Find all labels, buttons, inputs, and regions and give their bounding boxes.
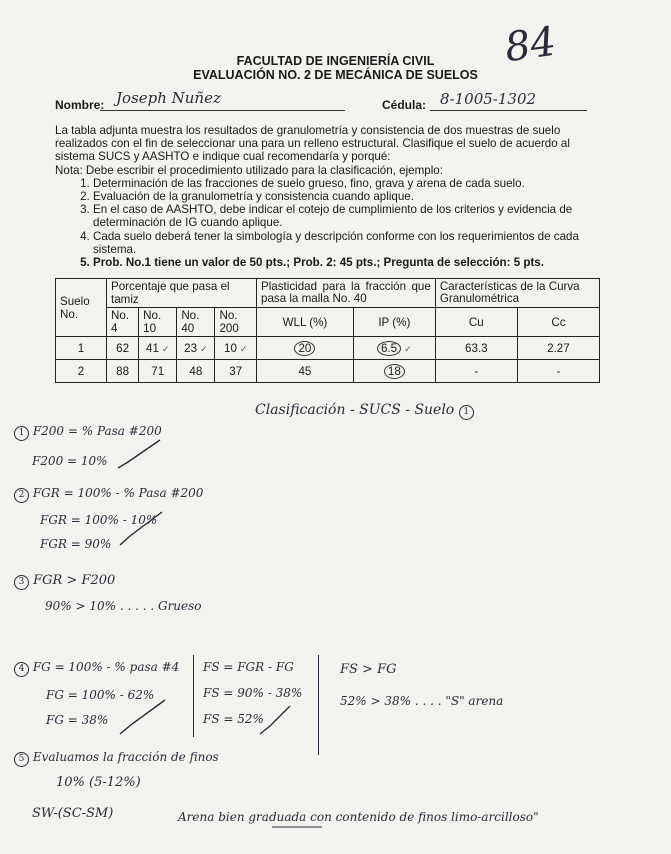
step5-symbol: SW-(SC-SM) xyxy=(32,806,114,821)
circled-number: 2 xyxy=(14,488,29,503)
header-porcentaje: Porcentaje que pasa el tamiz xyxy=(107,279,257,308)
check-mark-icon xyxy=(260,706,290,734)
col-no10: No. 10 xyxy=(139,308,177,337)
cell: 88 xyxy=(107,360,139,383)
step-item: 1. Determinación de las fracciones de suelo grueso, fino, grava y arena de cada suelo. xyxy=(93,177,605,190)
check-mark-icon xyxy=(120,512,162,545)
cell: 71 xyxy=(139,360,177,383)
step4-compare-line2: 52% > 38% . . . . "S" arena xyxy=(340,694,504,708)
step-item: 3. En el caso de AASHTO, debe indicar el cotejo de cumplimiento de los criterios y evidencia de determinación de IG cuando aplique. xyxy=(93,203,605,229)
step-item-scoring: 5. Prob. No.1 tiene un valor de 50 pts.; Prob. 2: 45 pts.; Pregunta de selección: 5 pts. xyxy=(93,256,605,269)
step4-line3: FG = 38% xyxy=(46,713,109,727)
step5-line2: 10% (5-12%) xyxy=(56,775,141,790)
header-suelo: Suelo No. xyxy=(56,279,107,337)
cell: 48 xyxy=(177,360,215,383)
circled-number: 4 xyxy=(14,662,29,677)
step4-compare-line1: FS > FG xyxy=(340,662,397,677)
step5-text: Evaluamos la fracción de finos xyxy=(32,750,219,764)
step2-line2: FGR = 100% - 10% xyxy=(40,513,158,527)
cedula-label: Cédula: xyxy=(382,98,427,112)
cell: 1 xyxy=(56,337,107,360)
faculty-title: FACULTAD DE INGENIERÍA CIVIL xyxy=(236,54,435,68)
step4-fs-line3: FS = 52% xyxy=(203,712,264,726)
cell: 45 xyxy=(257,360,354,383)
col-cu: Cu xyxy=(435,308,517,337)
grade-mark: 84 xyxy=(502,18,559,72)
nombre-value: Joseph Nuñez xyxy=(116,89,221,107)
step1-text: F200 = % Pasa #200 xyxy=(32,424,162,438)
circled-number: 5 xyxy=(14,752,29,767)
step4-text: FG = 100% - % pasa #4 xyxy=(32,660,180,674)
step4-fs-line2: FS = 90% - 38% xyxy=(203,686,303,700)
check-mark-icon: ✓ xyxy=(404,343,412,354)
circled-number: 1 xyxy=(459,405,474,420)
cell-circled: 6.5 xyxy=(377,341,401,356)
col-no4: No. 4 xyxy=(107,308,139,337)
col-cc: Cc xyxy=(517,308,599,337)
work-heading-text: Clasificación - SUCS - Suelo xyxy=(255,402,455,418)
header-plasticidad: Plasticidad para la fracción que pasa la malla No. 40 xyxy=(257,279,436,308)
cell: - xyxy=(435,360,517,383)
instructions-paragraph: La tabla adjunta muestra los resultados de granulometría y consistencia de dos muestras de suelo realizados con el fin de seleccionar una para un relleno estructural. Clasifique el suelo de acuerdo al sistema SUCS y AASHTO e indique cual recomendaría y porqué: xyxy=(55,124,570,164)
col-no200: No. 200 xyxy=(215,308,257,337)
step4-line2: FG = 100% - 62% xyxy=(46,688,155,702)
cell: - xyxy=(517,360,599,383)
header-caracteristicas: Características de la Curva Granulométrica xyxy=(435,279,599,308)
col-no40: No. 40 xyxy=(177,308,215,337)
step-item: 2. Evaluación de la granulometría y consistencia cuando aplique. xyxy=(93,190,605,203)
cell: 23 xyxy=(184,341,198,355)
check-mark-icon: ✓ xyxy=(161,343,170,354)
cell-circled: 20 xyxy=(294,341,315,356)
exam-title: EVALUACIÓN NO. 2 DE MECÁNICA DE SUELOS xyxy=(193,68,478,82)
check-mark-icon xyxy=(118,440,160,468)
nombre-label: Nombre: xyxy=(55,98,105,112)
cell: 10 xyxy=(224,341,237,355)
step2-line3: FGR = 90% xyxy=(40,537,112,551)
col-wll: WLL (%) xyxy=(257,308,354,337)
step3-text: FGR > F200 xyxy=(33,573,116,588)
step1-line2: F200 = 10% xyxy=(32,454,108,468)
cedula-value: 8-1005-1302 xyxy=(440,90,537,108)
cell: 41 xyxy=(146,341,159,355)
check-mark-icon: ✓ xyxy=(239,343,248,354)
step5-description: Arena bien graduada con contenido de finos limo-arcilloso" xyxy=(178,810,539,824)
step4-fs-line1: FS = FGR - FG xyxy=(203,660,294,674)
cell: 37 xyxy=(215,360,257,383)
cell: 63.3 xyxy=(435,337,517,360)
step-item: 4. Cada suelo deberá tener la simbología y descripción conforme con los requerimientos de cada sistema. xyxy=(93,230,605,256)
circled-number: 1 xyxy=(14,426,29,441)
step3-line2: 90% > 10% . . . . . Grueso xyxy=(45,599,202,613)
cell: 2 xyxy=(56,360,107,383)
cell: 2.27 xyxy=(517,337,599,360)
instructions-note: Nota: Debe escribir el procedimiento utilizado para la clasificación, ejemplo: xyxy=(55,163,443,177)
step2-text: FGR = 100% - % Pasa #200 xyxy=(32,486,204,500)
check-mark-icon xyxy=(120,700,165,734)
check-mark-icon: ✓ xyxy=(200,343,208,354)
cell: 62 xyxy=(107,337,139,360)
col-ip: IP (%) xyxy=(353,308,435,337)
cell-circled: 18 xyxy=(384,364,405,379)
circled-number: 3 xyxy=(14,575,29,590)
